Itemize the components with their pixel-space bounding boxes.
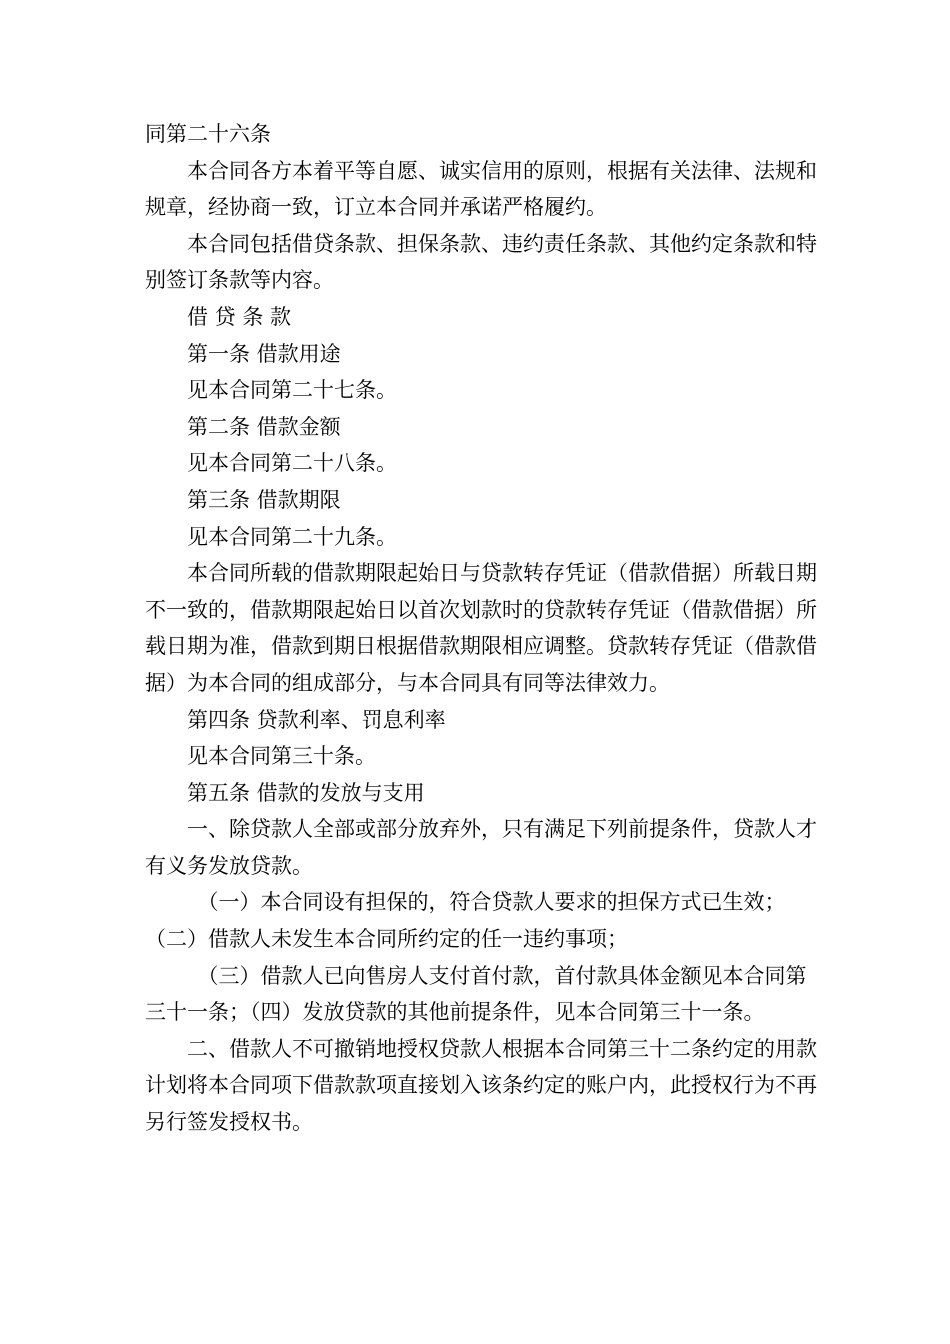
article-5-heading: 第五条 借款的发放与支用	[187, 780, 425, 805]
article-4-body: 见本合同第三十条。	[187, 744, 376, 769]
article-2-body: 见本合同第二十八条。	[187, 451, 397, 476]
article-5-item-2: （二）借款人未发生本合同所约定的任一违约事项；	[145, 927, 628, 952]
article-5-clause-2: 二、借款人不可撤销地授权贷款人根据本合同第三十二条约定的用款计划将本合同项下借款款项直接划入该条约定的账户内，此授权行为不再另行签发授权书。	[145, 1036, 817, 1135]
article-5-item-1: （一）本合同设有担保的，符合贷款人要求的担保方式已生效；	[197, 890, 786, 915]
article-2-heading: 第二条 借款金额	[187, 414, 341, 439]
article-1-heading: 第一条 借款用途	[187, 341, 341, 366]
paragraph-contents: 本合同包括借贷条款、担保条款、违约责任条款、其他约定条款和特别签订条款等内容。	[145, 231, 817, 293]
document-page	[145, 116, 825, 1141]
article-3-detail: 本合同所载的借款期限起始日与贷款转存凭证（借款借据）所载日期不一致的，借款期限起始日以首次划款时的贷款转存凭证（借款借据）所载日期为准，借款到期日根据借款期限相应调整。贷款转存凭证（借款借据）为本合同的组成部分，与本合同具有同等法律效力。	[145, 561, 817, 695]
article-3-heading: 第三条 借款期限	[187, 487, 341, 512]
article-3-body: 见本合同第二十九条。	[187, 524, 397, 549]
article-5-clause-1: 一、除贷款人全部或部分放弃外，只有满足下列前提条件，贷款人才有义务发放贷款。	[145, 817, 817, 878]
article-1-body: 见本合同第二十七条。	[187, 378, 397, 403]
paragraph-principles: 本合同各方本着平等自愿、诚实信用的原则，根据有关法律、法规和规章，经协商一致，订立本合同并承诺严格履约。	[145, 158, 817, 220]
article-5-item-3-4: （三）借款人已向售房人支付首付款，首付款具体金额见本合同第三十一条；（四）发放贷款的其他前提条件，见本合同第三十一条。	[145, 963, 807, 1025]
paragraph-continuation: 同第二十六条	[145, 122, 271, 146]
section-heading-loan-terms: 借 贷 条 款	[187, 304, 292, 329]
article-4-heading: 第四条 贷款利率、罚息利率	[187, 707, 446, 732]
